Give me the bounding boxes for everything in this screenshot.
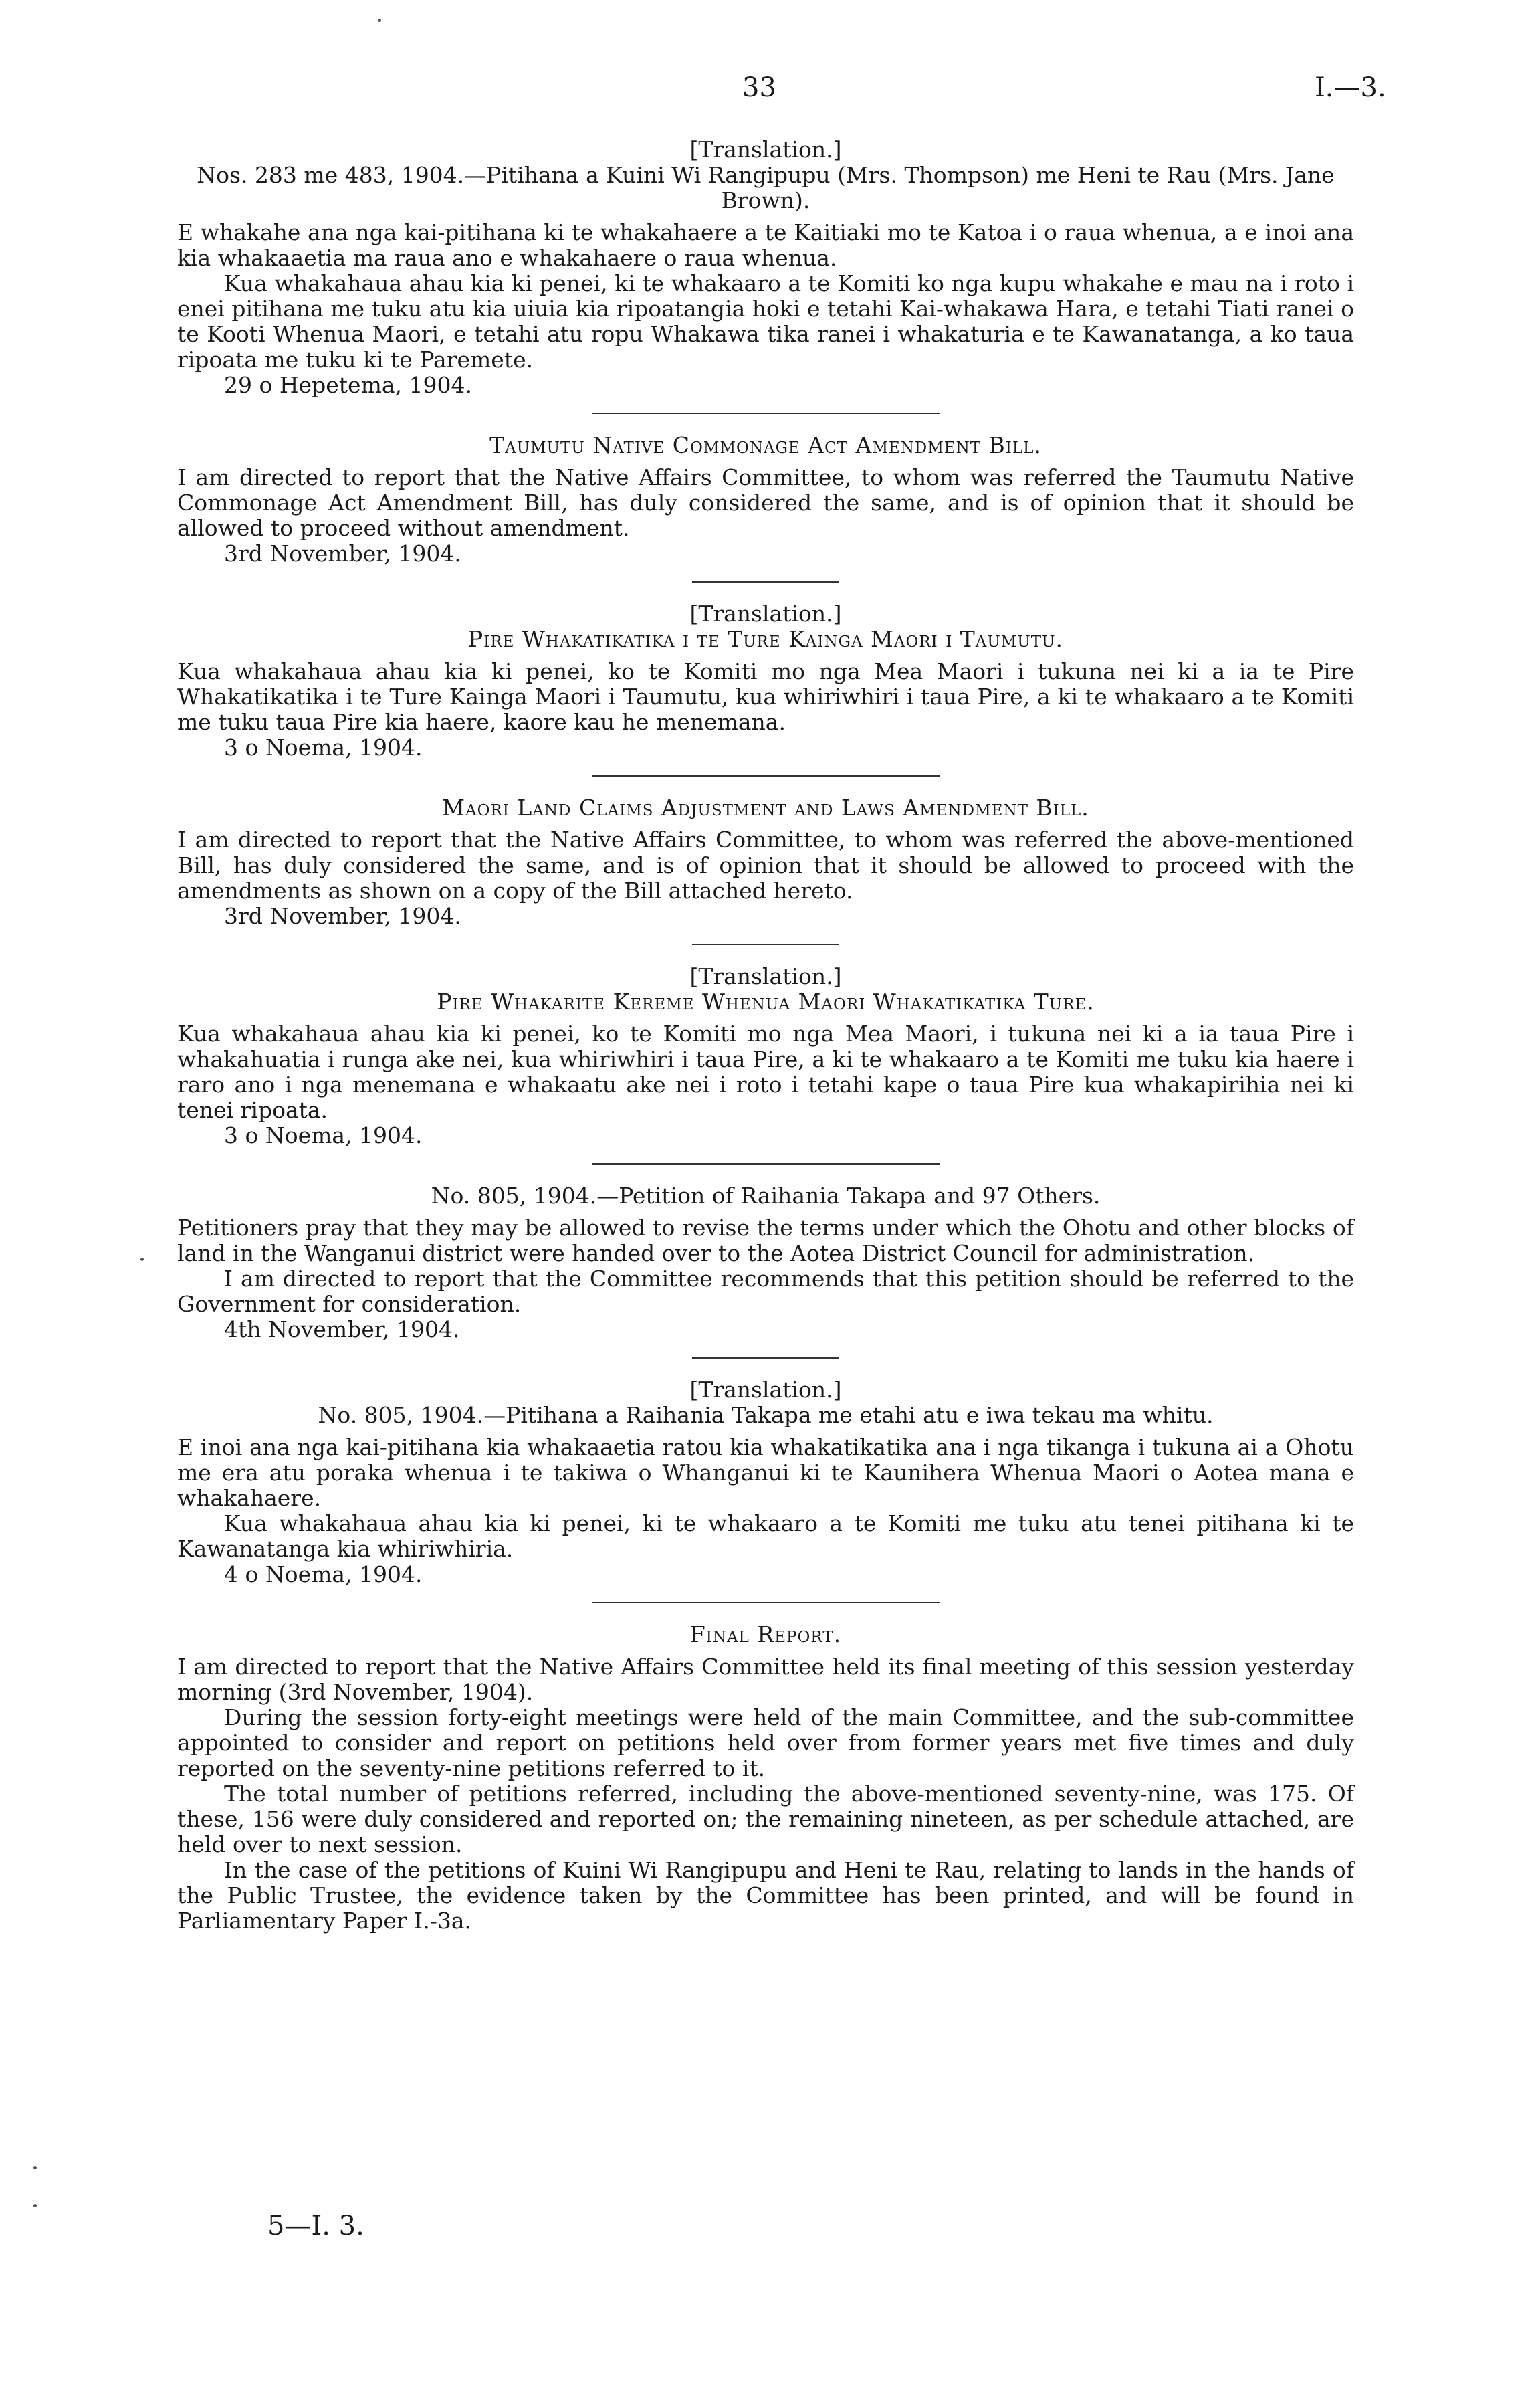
section-petition-805 — [177, 1183, 1354, 1342]
section-divider — [692, 1357, 839, 1359]
section-date: 3rd November, 1904. — [224, 540, 461, 567]
section-petition-283-483 — [177, 137, 1354, 398]
paragraph: Kua whakahaua ahau kia ki penei, ko te Komiti mo nga Mea Maori i tukuna nei ki a ia te Pire Whakatikatika i te Ture Kainga Maori i Taumutu, kua whiriwhiri i taua Pire, a ki te whakaaro a te Komiti me tuku taua Pire kia haere, kaore kau he menemana. — [177, 658, 1354, 735]
paragraph: E whakahe ana nga kai-pitihana ki te whakahaere a te Kaitiaki mo te Katoa i o raua whenua, a e inoi ana kia whakaaetia ma raua ano e whakahaere o raua whenua. — [177, 219, 1354, 271]
section-date: 4th November, 1904. — [224, 1316, 460, 1342]
paragraph: I am directed to report that the Committee recommends that this petition should be referred to the Government for consideration. — [177, 1266, 1354, 1317]
section-divider — [592, 1602, 940, 1603]
paragraph: The total number of petitions referred, including the above-mentioned seventy-nine, was 175. Of these, 156 were duly considered and reported on; the remaining nineteen, as per schedule attached, are held over to next session. — [177, 1781, 1354, 1858]
signature-mark: 5—I. 3. — [267, 2211, 364, 2241]
section-divider — [692, 944, 839, 945]
paragraph: Kua whakahaua ahau kia ki penei, ki te whakaaro a te Komiti ko nga kupu whakahe e mau na i roto i enei pitihana me tuku atu kia uiuia kia ripoatangia hoki e tetahi Kai-whakawa Hara, e tetahi Tiati ranei o te Kooti Whenua Maori, e tetahi atu ropu Whakawa tika ranei i whakaturia e te Kawanatanga, a ko taua ripoata me tuku ki te Paremete. — [177, 270, 1354, 373]
paragraph: Petitioners pray that they may be allowed to revise the terms under which the Ohotu and other blocks of land in the Wanganui district were handed over to the Aotea District Council for administration. — [177, 1215, 1354, 1266]
paragraph: In the case of the petitions of Kuini Wi Rangipupu and Heni te Rau, relating to lands in the hands of the Public Trustee, the evidence taken by the Committee has been printed, and will be found in Parliamentary Paper I.-3a. — [177, 1857, 1354, 1934]
paragraph: I am directed to report that the Native Affairs Committee, to whom was referred the above-mentioned Bill, has duly considered the same, and is of opinion that it should be allowed to proceed with the amendments as shown on a copy of the Bill attached hereto. — [177, 827, 1354, 904]
section-title: No. 805, 1904.—Pitihana a Raihania Takapa me etahi atu e iwa tekau ma whitu. — [318, 1402, 1214, 1428]
section-date: 3 o Noema, 1904. — [224, 734, 423, 761]
page-number: 33 — [742, 72, 776, 103]
section-title: Taumutu Native Commonage Act Amendment Bill. — [489, 432, 1042, 458]
translation-label: [Translation.] — [689, 1377, 842, 1403]
scan-speck — [378, 19, 381, 22]
section-date: 4 o Noema, 1904. — [224, 1561, 423, 1587]
section-taumutu-translation — [177, 601, 1354, 761]
section-title: Nos. 283 me 483, 1904.—Pitihana a Kuini Wi Rangipupu (Mrs. Thompson) me Heni te Rau (Mrs. Jane Brown). — [197, 162, 1335, 213]
section-petition-805-translation — [177, 1377, 1354, 1587]
translation-label: [Translation.] — [689, 136, 842, 163]
scan-speck — [140, 1258, 144, 1261]
section-title: Final Report. — [689, 1621, 842, 1647]
scan-speck — [33, 2166, 37, 2169]
section-final-report — [177, 1622, 1354, 1934]
paragraph: I am directed to report that the Native Affairs Committee held its final meeting of this session yesterday morning (3rd November, 1904). — [177, 1654, 1354, 1705]
section-date: 3rd November, 1904. — [224, 903, 461, 929]
paragraph: During the session forty-eight meetings were held of the main Committee, and the sub-committee appointed to consider and report on petitions held over from former years met five times and duly reported on the seventy-nine petitions referred to it. — [177, 1704, 1354, 1781]
page-header — [0, 72, 1540, 112]
section-taumutu-bill — [177, 433, 1354, 567]
translation-label: [Translation.] — [689, 601, 842, 627]
section-divider — [592, 775, 940, 777]
section-land-claims-translation — [177, 964, 1354, 1148]
section-divider — [692, 581, 839, 583]
section-title: Maori Land Claims Adjustment and Laws Amendment Bill. — [442, 795, 1089, 821]
paper-reference: I.—3. — [1315, 72, 1386, 103]
section-land-claims-bill — [177, 795, 1354, 929]
scan-speck — [33, 2204, 37, 2207]
section-divider — [592, 1163, 940, 1165]
section-date: 3 o Noema, 1904. — [224, 1122, 423, 1148]
main-column — [177, 137, 1354, 1934]
section-title: No. 805, 1904.—Petition of Raihania Takapa and 97 Others. — [431, 1183, 1101, 1209]
paragraph: Kua whakahaua ahau kia ki penei, ki te whakaaro a te Komiti me tuku atu tenei pitihana ki te Kawanatanga kia whiriwhiria. — [177, 1510, 1354, 1562]
paragraph: E inoi ana nga kai-pitihana kia whakaaetia ratou kia whakatikatika ana i nga tikanga i tukuna ai a Ohotu me era atu poraka whenua i te takiwa o Whanganui ki te Kaunihera Whenua Maori o Aotea mana e whakahaere. — [177, 1434, 1354, 1511]
section-title: Pire Whakarite Kereme Whenua Maori Whakatikatika Ture. — [437, 989, 1095, 1015]
paragraph: Kua whakahaua ahau kia ki penei, ko te Komiti mo nga Mea Maori, i tukuna nei ki a ia taua Pire i whakahuatia i runga ake nei, kua whiriwhiri i taua Pire, a ki te whakaaro a te Komiti me tuku kia haere i raro ano i nga menemana e whakaatu ake nei i roto i tetahi kape o taua Pire kua whakapirihia nei ki tenei ripoata. — [177, 1021, 1354, 1123]
section-divider — [592, 413, 940, 414]
section-title: Pire Whakatikatika i te Ture Kainga Maori i Taumutu. — [468, 626, 1063, 652]
paragraph: I am directed to report that the Native Affairs Committee, to whom was referred the Taumutu Native Commonage Act Amendment Bill, has duly considered the same, and is of opinion that it should be allowed to proceed without amendment. — [177, 464, 1354, 541]
translation-label: [Translation.] — [689, 963, 842, 989]
section-date: 29 o Hepetema, 1904. — [224, 372, 473, 398]
